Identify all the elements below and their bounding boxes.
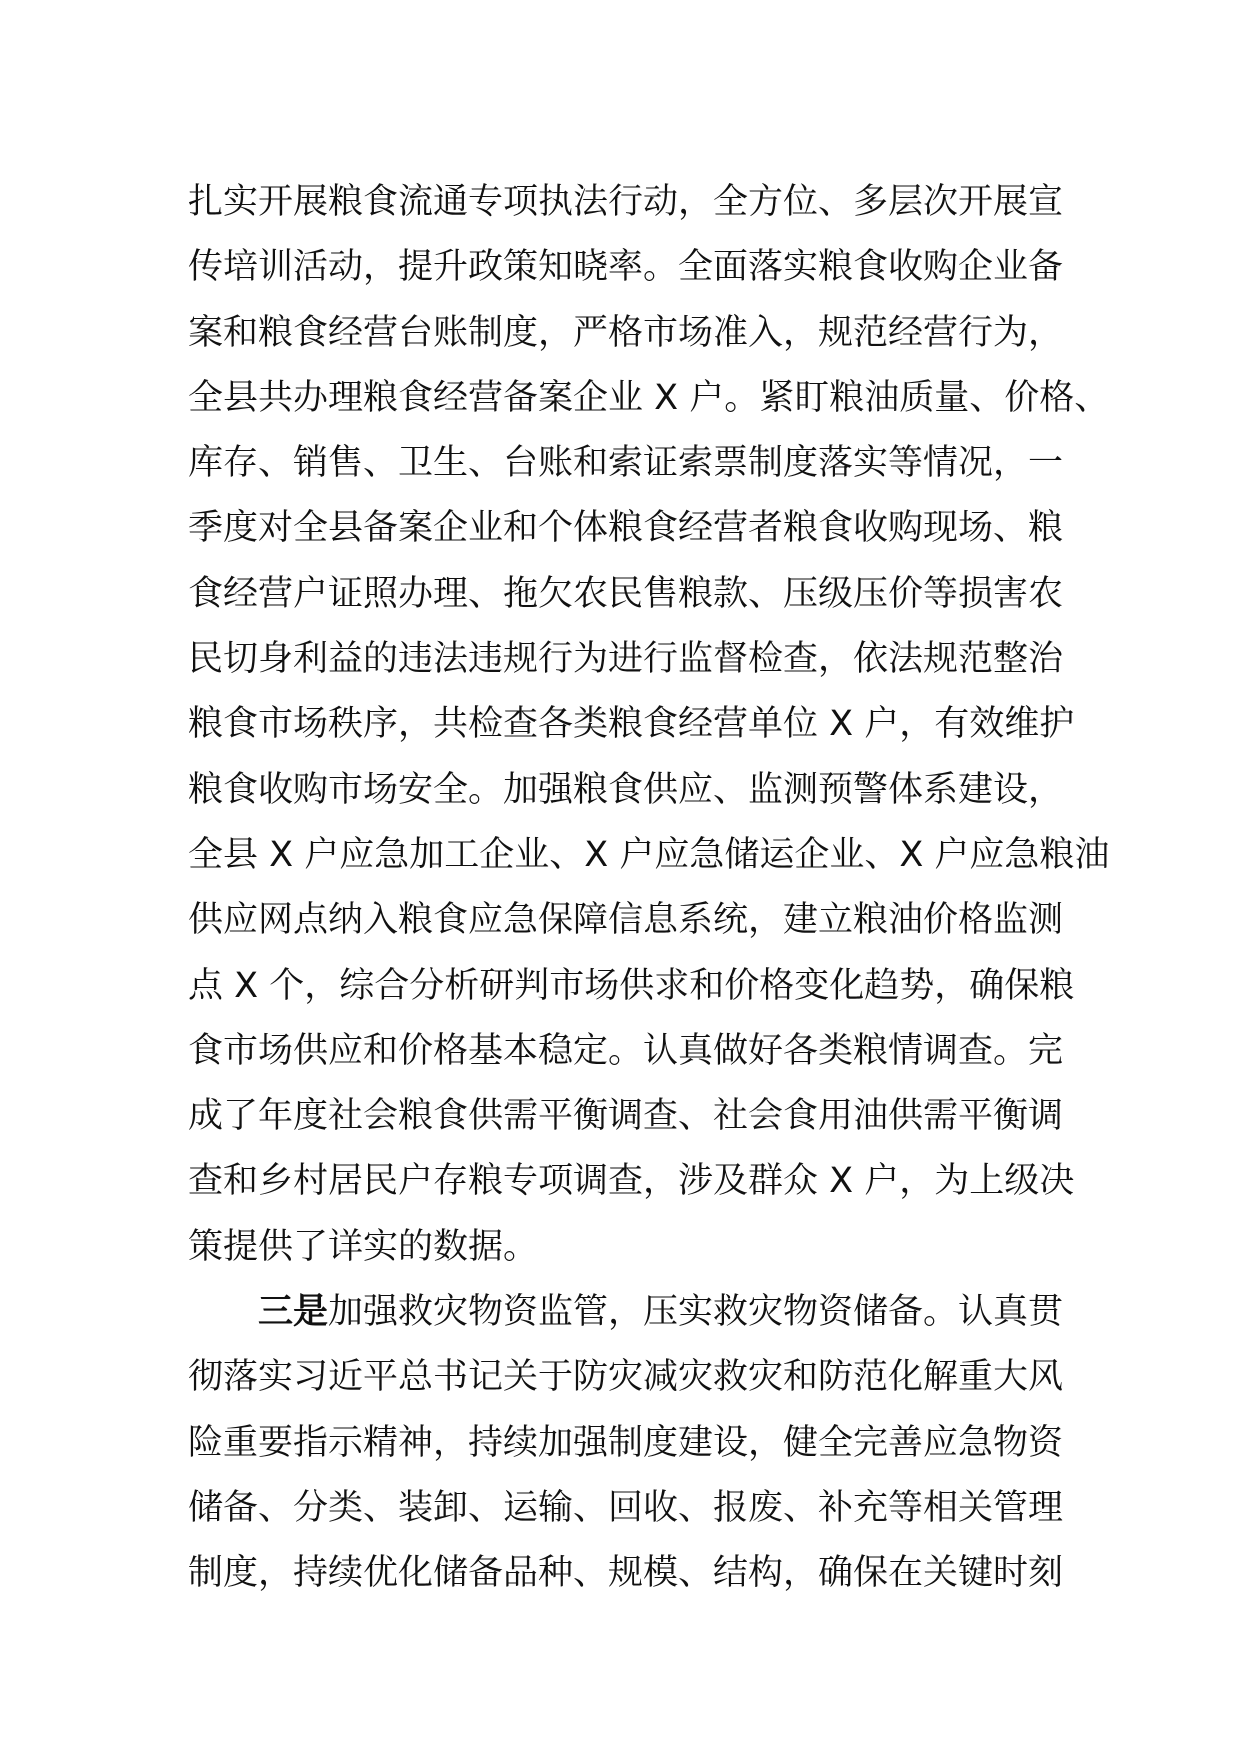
paragraph-line: 传培训活动，提升政策知晓率。全面落实粮食收购企业备 — [188, 247, 1064, 288]
paragraph-line: 成了年度社会粮食供需平衡调查、社会食用油供需平衡调 — [188, 1096, 1064, 1137]
paragraph-line: 全县共办理粮食经营备案企业 X 户。紧盯粮油质量、价格、 — [188, 377, 1110, 418]
paragraph-first-line-text: 加强救灾物资监管，压实救灾物资储备。认真贯 — [328, 1292, 1064, 1333]
paragraph-first-line — [188, 1280, 1068, 1345]
paragraph-line: 储备、分类、装卸、运输、回收、报废、补充等相关管理 — [188, 1487, 1064, 1528]
paragraph-2 — [188, 1280, 1068, 1606]
paragraph-line: 季度对全县备案企业和个体粮食经营者粮食收购现场、粮 — [188, 508, 1064, 549]
paragraph-line: 库存、销售、卫生、台账和索证索票制度落实等情况，一 — [188, 443, 1064, 484]
paragraph-line: 制度，持续优化储备品种、规模、结构，确保在关键时刻 — [188, 1553, 1064, 1594]
paragraph-line: 点 X 个，综合分析研判市场供求和价格变化趋势，确保粮 — [188, 965, 1075, 1006]
paragraph-1 — [188, 170, 1110, 1280]
paragraph-line: 全县 X 户应急加工企业、X 户应急储运企业、X 户应急粮油 — [188, 834, 1110, 875]
paragraph-line: 食经营户证照办理、拖欠农民售粮款、压级压价等损害农 — [188, 573, 1064, 614]
paragraph-line: 险重要指示精神，持续加强制度建设，健全完善应急物资 — [188, 1422, 1064, 1463]
paragraph-line: 彻落实习近平总书记关于防灾减灾救灾和防范化解重大风 — [188, 1357, 1064, 1398]
paragraph-line: 供应网点纳入粮食应急保障信息系统，建立粮油价格监测 — [188, 900, 1064, 941]
paragraph-line: 粮食市场秩序，共检查各类粮食经营单位 X 户，有效维护 — [188, 704, 1075, 745]
paragraph-line: 案和粮食经营台账制度，严格市场准入，规范经营行为， — [188, 312, 1064, 353]
paragraph-line: 食市场供应和价格基本稳定。认真做好各类粮情调查。完 — [188, 1030, 1064, 1071]
paragraph-line: 民切身利益的违法违规行为进行监督检查，依法规范整治 — [188, 639, 1064, 680]
paragraph-line: 扎实开展粮食流通专项执法行动，全方位、多层次开展宣 — [188, 182, 1064, 222]
paragraph-lead-bold: 三是 — [258, 1292, 329, 1333]
paragraph-line: 粮食收购市场安全。加强粮食供应、监测预警体系建设， — [188, 769, 1064, 810]
body-text — [188, 170, 1110, 1607]
paragraph-line: 查和乡村居民户存粮专项调查，涉及群众 X 户，为上级决 — [188, 1161, 1075, 1202]
paragraph-line: 策提供了详实的数据。 — [188, 1226, 539, 1267]
